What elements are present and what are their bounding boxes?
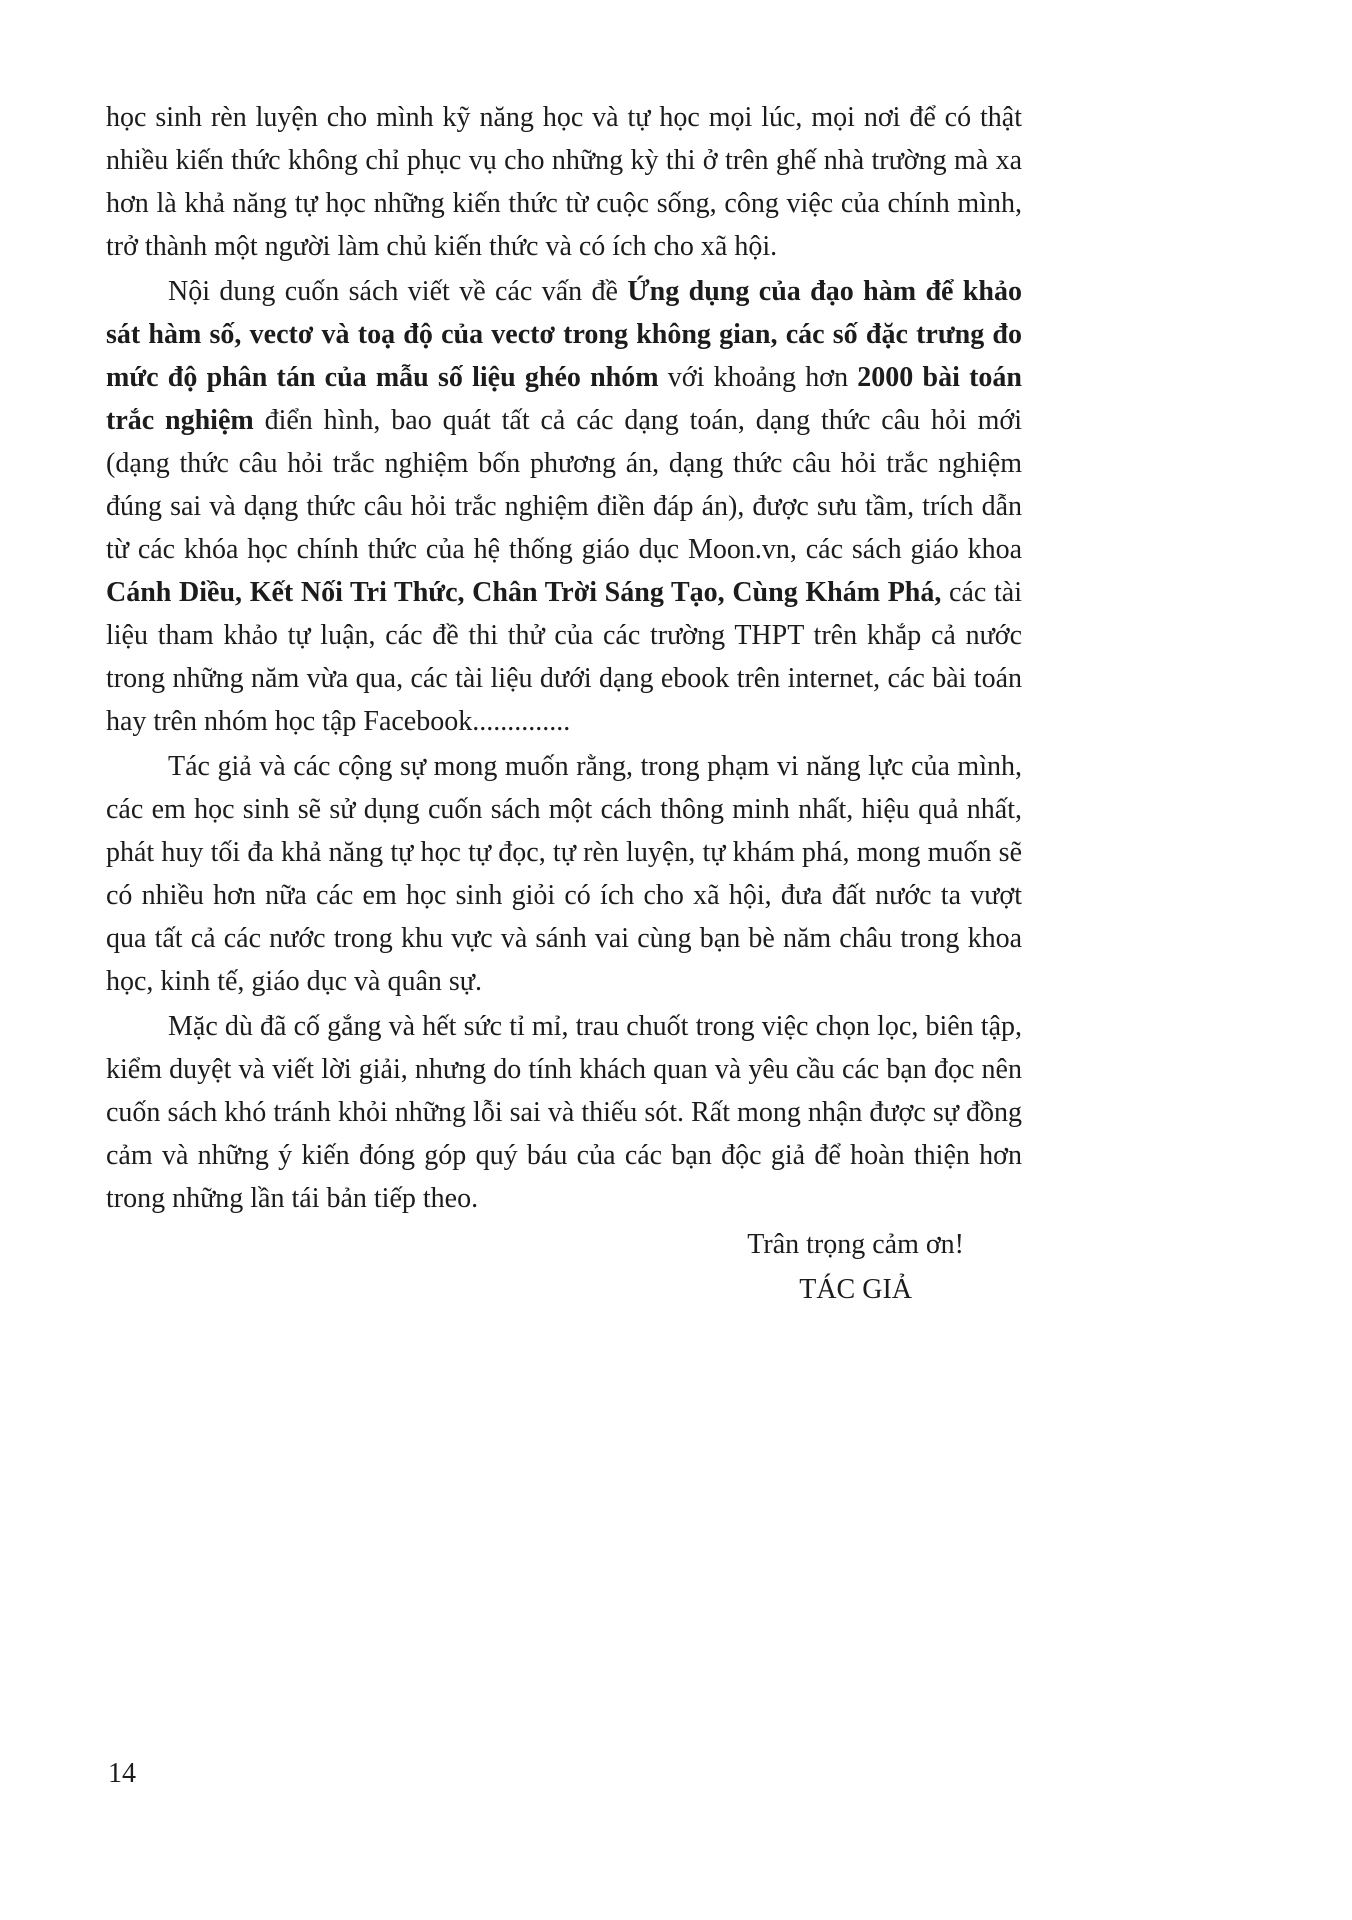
signature-author: TÁC GIẢ (799, 1274, 912, 1305)
paragraph: học sinh rèn luyện cho mình kỹ năng học và tự học mọi lúc, mọi nơi để có thật nhiều kiến thức không chỉ phục vụ cho những kỳ thi ở trên ghế nhà trường mà xa hơn là khả năng tự học những kiến thức từ cuộc sống, công việc của chính mình, trở thành một người làm chủ kiến thức và có ích cho xã hội. (106, 102, 1022, 262)
page-body (106, 96, 1022, 1220)
paragraph: Nội dung cuốn sách viết về các vấn đề Ứng dụng của đạo hàm để khảo sát hàm số, vectơ và toạ độ của vectơ trong không gian, các số đặc trưng đo mức độ phân tán của mẫu số liệu ghéo nhóm với khoảng hơn 2000 bài toán trắc nghiệm điển hình, bao quát tất cả các dạng toán, dạng thức câu hỏi mới (dạng thức câu hỏi trắc nghiệm bốn phương án, dạng thức câu hỏi trắc nghiệm đúng sai và dạng thức câu hỏi trắc nghiệm điền đáp án), được sưu tầm, trích dẫn từ các khóa học chính thức của hệ thống giáo dục Moon.vn, các sách giáo khoa Cánh Diều, Kết Nối Tri Thức, Chân Trời Sáng Tạo, Cùng Khám Phá, các tài liệu tham khảo tự luận, các đề thi thử của các trường THPT trên khắp cả nước trong những năm vừa qua, các tài liệu dưới dạng ebook trên internet, các bài toán hay trên nhóm học tập Facebook.............. (106, 276, 1023, 737)
page-content (106, 96, 1022, 1312)
signature-block (747, 1222, 964, 1312)
paragraph: Tác giả và các cộng sự mong muốn rằng, trong phạm vi năng lực của mình, các em học sinh sẽ sử dụng cuốn sách một cách thông minh nhất, hiệu quả nhất, phát huy tối đa khả năng tự học tự đọc, tự rèn luyện, tự khám phá, mong muốn sẽ có nhiều hơn nữa các em học sinh giỏi có ích cho xã hội, đưa đất nước ta vượt qua tất cả các nước trong khu vực và sánh vai cùng bạn bè năm châu trong khoa học, kinh tế, giáo dục và quân sự. (106, 751, 1022, 997)
paragraph: Mặc dù đã cố gắng và hết sức tỉ mỉ, trau chuốt trong việc chọn lọc, biên tập, kiểm duyệt và viết lời giải, nhưng do tính khách quan và yêu cầu các bạn đọc nên cuốn sách khó tránh khỏi những lỗi sai và thiếu sót. Rất mong nhận được sự đồng cảm và những ý kiến đóng góp quý báu của các bạn độc giả để hoàn thiện hơn trong những lần tái bản tiếp theo. (106, 1011, 1022, 1214)
page-number: 14 (108, 1758, 136, 1789)
signature-thanks: Trân trọng cảm ơn! (747, 1229, 964, 1260)
